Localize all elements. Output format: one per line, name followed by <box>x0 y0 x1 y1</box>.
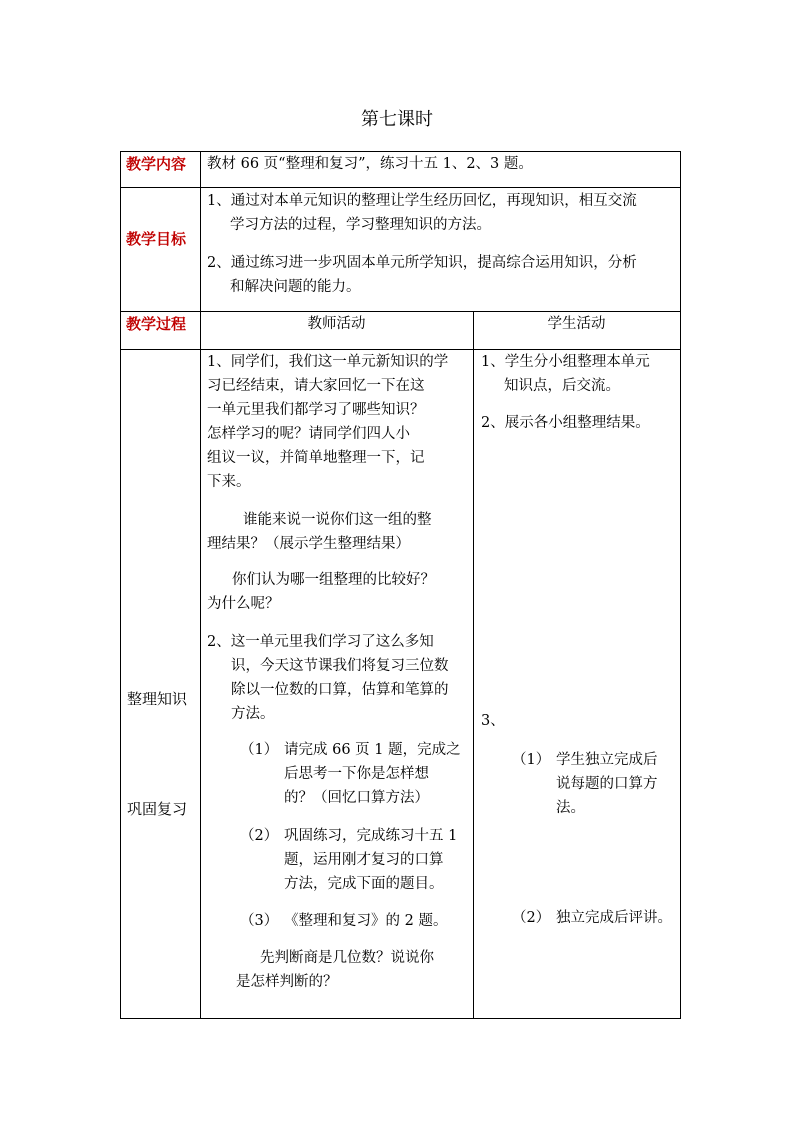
teacher-item-2-line: 题，运用刚才复习的口算 <box>284 852 444 868</box>
content-label: 教学内容 <box>126 155 187 173</box>
table-row-divider <box>120 187 681 188</box>
page-title: 第七课时 <box>361 109 433 130</box>
teacher-p1-line: 习已经结束，请大家回忆一下在这 <box>207 378 425 394</box>
teacher-p4-line: 识，今天这节课我们将复习三位数 <box>231 658 449 674</box>
goal-2-line-2: 和解决问题的能力。 <box>230 279 361 295</box>
teacher-p4-line: 2、这一单元里我们学习了这么多知 <box>207 634 434 650</box>
student-s1-line: 1、学生分小组整理本单元 <box>481 354 650 370</box>
teacher-p2-line: 谁能来说一说你们这一组的整 <box>243 512 432 528</box>
teacher-p3-line: 你们认为哪一组整理的比较好？ <box>232 572 435 588</box>
teacher-p1-line: 怎样学习的呢？请同学们四人小 <box>207 426 410 442</box>
side-label-organize: 整理知识 <box>127 690 188 708</box>
teacher-item-3-number: （3） <box>240 913 279 929</box>
teacher-p5-line: 是怎样判断的？ <box>236 974 338 990</box>
content-text: 教材 66 页“整理和复习”，练习十五 1、2、3 题。 <box>207 156 533 172</box>
process-label: 教学过程 <box>126 315 187 333</box>
student-s3a-line: 学生独立完成后 <box>556 752 658 768</box>
table-border-bottom <box>120 1018 681 1019</box>
goals-label: 教学目标 <box>126 230 187 248</box>
goal-1-line-1: 1、通过对本单元知识的整理让学生经历回忆，再现知识，相互交流 <box>207 193 637 209</box>
teacher-p4-line: 除以一位数的口算，估算和笔算的 <box>231 682 449 698</box>
student-activity-header: 学生活动 <box>547 316 606 332</box>
teacher-p1-line: 下来。 <box>207 474 251 490</box>
student-s3b-text: 独立完成后评讲。 <box>556 910 672 926</box>
teacher-p3-line: 为什么呢？ <box>207 596 280 612</box>
teacher-p4-line: 方法。 <box>231 706 275 722</box>
teacher-item-1-number: （1） <box>240 742 279 758</box>
student-s3b-number: （2） <box>512 910 551 926</box>
table-column-divider <box>473 311 474 1019</box>
teacher-item-1-line: 请完成 66 页 1 题，完成之 <box>284 742 461 758</box>
teacher-item-2-line: 巩固练习，完成练习十五 1 <box>284 828 458 844</box>
teacher-p2-line: 理结果？（展示学生整理结果） <box>207 536 410 552</box>
teacher-p1-line: 一单元里我们都学习了哪些知识？ <box>207 402 425 418</box>
table-border-left <box>120 151 121 1019</box>
teacher-item-3-text: 《整理和复习》的 2 题。 <box>284 913 448 929</box>
student-s2: 2、展示各小组整理结果。 <box>481 415 650 431</box>
table-column-divider <box>200 151 201 1019</box>
side-label-consolidate: 巩固复习 <box>127 800 188 818</box>
student-s1-line: 知识点，后交流。 <box>504 378 620 394</box>
teacher-p1-line: 组议一议，并简单地整理一下，记 <box>207 450 425 466</box>
teacher-activity-header: 教师活动 <box>307 316 366 332</box>
teacher-p1-line: 1、同学们，我们这一单元新知识的学 <box>207 354 449 370</box>
teacher-item-2-line: 方法，完成下面的题目。 <box>284 876 444 892</box>
teacher-p5-line: 先判断商是几位数？说说你 <box>260 950 434 966</box>
teacher-item-1-line: 后思考一下你是怎样想 <box>284 766 429 782</box>
goal-1-line-2: 学习方法的过程，学习整理知识的方法。 <box>230 217 491 233</box>
student-s3: 3、 <box>481 713 505 729</box>
student-s3a-line: 说每题的口算方 <box>556 776 658 792</box>
teacher-item-1-line: 的？（回忆口算方法） <box>284 790 429 806</box>
table-border-right <box>680 151 681 1019</box>
goal-2-line-1: 2、通过练习进一步巩固本单元所学知识，提高综合运用知识，分析 <box>207 255 637 271</box>
teacher-item-2-number: （2） <box>240 828 279 844</box>
student-s3a-line: 法。 <box>556 800 585 816</box>
student-s3a-number: （1） <box>512 752 551 768</box>
